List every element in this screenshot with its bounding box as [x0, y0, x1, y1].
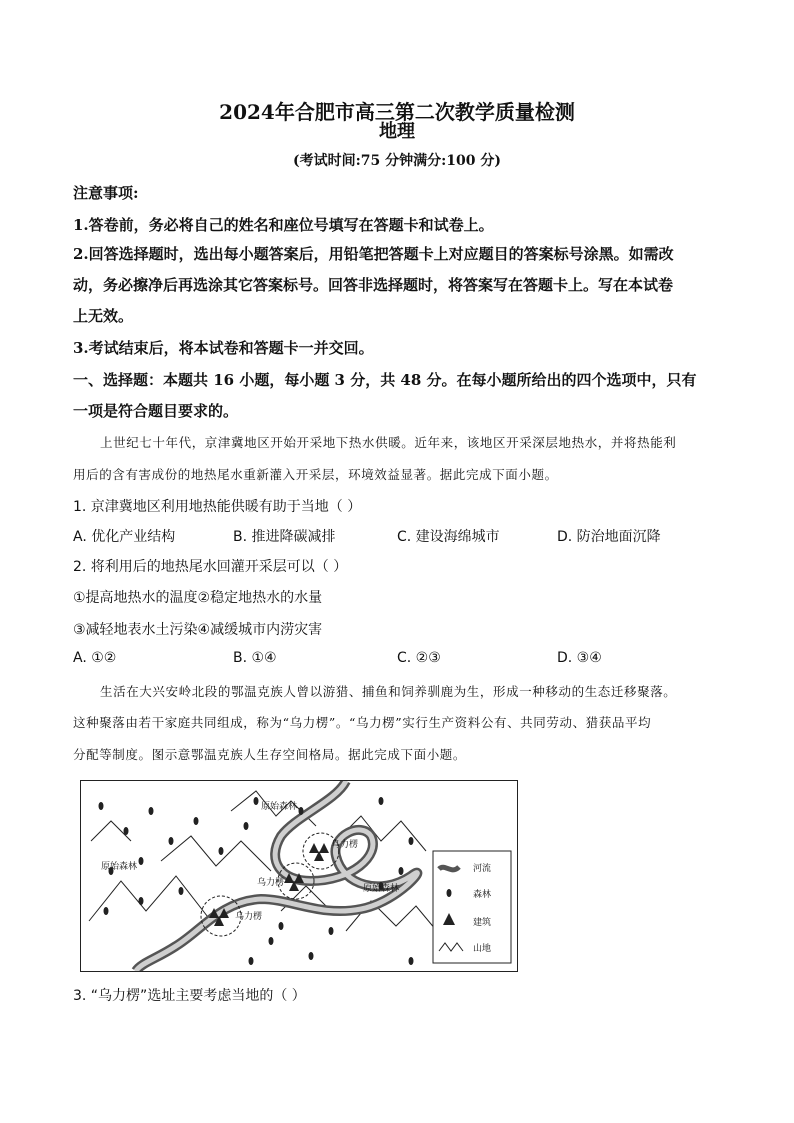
label-wuli-mid: 乌力楞 [257, 878, 285, 888]
label-forest-left: 原始森林 [101, 862, 138, 872]
question-2-choices-line-2: ③减轻地表水土污染④减缓城市内涝灾害 [73, 622, 323, 638]
question-2-choices-line-1: ①提高地热水的温度②稳定地热水的水量 [73, 590, 323, 606]
label-forest-top: 原始森林 [261, 802, 298, 812]
label-wuli-bottom: 乌力楞 [235, 912, 263, 922]
passage-2-line-2: 这种聚落由若干家庭共同组成，称为“乌力楞”。“乌力楞”实行生产资料公有、共同劳动、猎获品平均 [73, 715, 652, 730]
legend-river-label: 河流 [473, 864, 492, 874]
note-item-3: 3.考试结束后，将本试卷和答题卡一并交回。 [73, 339, 374, 357]
legend-river-icon [439, 867, 459, 870]
question-3-stem: 3. “乌力楞”选址主要考虑当地的（ ） [73, 988, 306, 1004]
question-1-option-d: D. 防治地面沉降 [557, 529, 661, 545]
passage-1-line-2: 用后的含有害成份的地热尾水重新灌入开采层，环境效益显著。据此完成下面小题。 [73, 467, 558, 482]
note-item-2-line-2: 动，务必擦净后再选涂其它答案标号。回答非选择题时，将答案写在答题卡上。写在本试卷 [73, 276, 674, 294]
question-2-option-b: B. ①④ [233, 650, 277, 666]
passage-2-line-1: 生活在大兴安岭北段的鄂温克族人曾以游猎、捕鱼和饲养驯鹿为生，形成一种移动的生态迁移聚落。 [100, 684, 677, 699]
label-wuli-top: 乌力楞 [331, 840, 359, 850]
subject-title: 地理 [379, 121, 415, 142]
note-item-1: 1.答卷前，务必将自己的姓名和座位号填写在答题卡和试卷上。 [73, 216, 494, 234]
note-item-2-line-3: 上无效。 [73, 307, 134, 325]
question-2-stem: 2. 将利用后的地热尾水回灌开采层可以（ ） [73, 559, 348, 575]
living-space-map [80, 780, 518, 972]
label-forest-right: 原始森林 [363, 884, 400, 894]
section-1-line-2: 一项是符合题目要求的。 [73, 402, 239, 420]
question-1-option-b: B. 推进降碳减排 [233, 529, 336, 545]
question-2-option-a: A. ①② [73, 650, 117, 666]
exam-title: 2024年合肥市高三第二次教学质量检测 [219, 100, 575, 124]
exam-info: (考试时间:75 分钟满分:100 分) [292, 153, 502, 169]
legend-forest-label: 森林 [473, 890, 492, 900]
note-item-2-line-1: 2.回答选择题时，选出每小题答案后，用铅笔把答题卡上对应题目的答案标号涂黑。如需改 [73, 245, 674, 263]
passage-2-line-3: 分配等制度。图示意鄂温克族人生存空间格局。据此完成下面小题。 [73, 747, 467, 762]
legend-forest-icon [447, 889, 452, 897]
section-1-line-1: 一、选择题：本题共 16 小题，每小题 3 分，共 48 分。在每小题所给出的四个选项中，只有 [73, 371, 697, 389]
passage-1-line-1: 上世纪七十年代，京津冀地区开始开采地下热水供暖。近年来，该地区开采深层地热水，并将热能利 [100, 435, 677, 450]
question-2-option-d: D. ③④ [557, 650, 602, 666]
map-drawing [81, 781, 517, 971]
question-1-option-a: A. 优化产业结构 [73, 529, 176, 545]
legend-mountain-label: 山地 [473, 944, 492, 954]
question-2-option-c: C. ②③ [397, 650, 441, 666]
question-1-option-c: C. 建设海绵城市 [397, 529, 500, 545]
notes-heading: 注意事项: [73, 184, 139, 202]
legend-building-label: 建筑 [473, 918, 492, 928]
question-1-stem: 1. 京津冀地区利用地热能供暖有助于当地（ ） [73, 499, 362, 515]
